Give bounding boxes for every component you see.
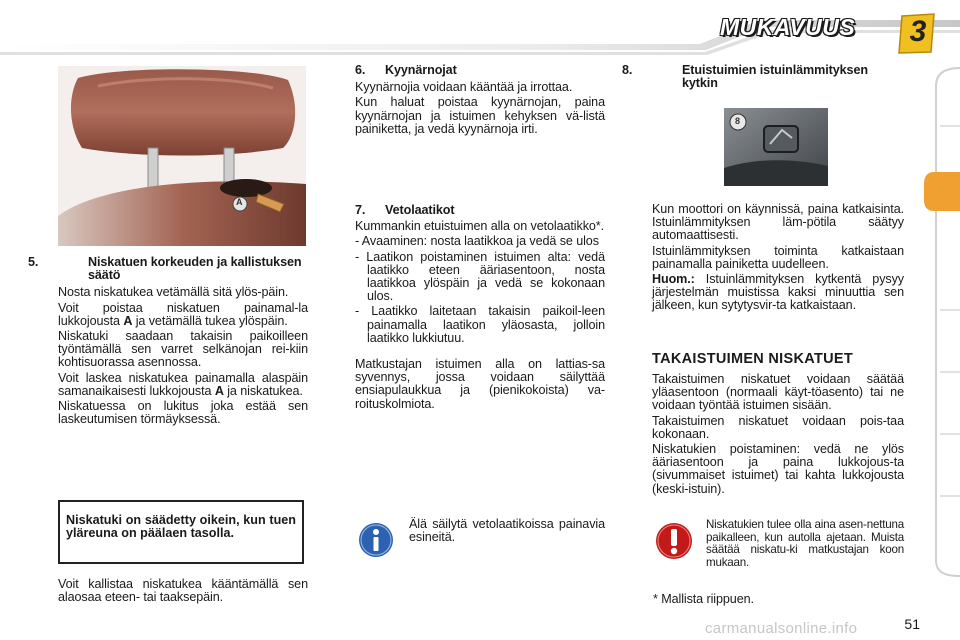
section-8-body bbox=[652, 203, 904, 315]
section-6-p1: Kyynärnojia voidaan kääntää ja irrottaa. bbox=[355, 80, 573, 95]
chapter-tabs-graphic bbox=[924, 60, 960, 580]
section-8-p3: Huom.: Istuinlämmityksen kytkentä pysyy järjestelmän muistissa kaksi minuuttia sen jälkeen, kun sytytysvir-ta katkaistaan. bbox=[652, 272, 904, 313]
section-7-heading: 7. Vetolaatikot bbox=[355, 203, 455, 217]
section-6-heading: 6. Kyynärnojat bbox=[355, 63, 457, 77]
headrest-photo bbox=[58, 66, 306, 246]
section-7-intro: Kummankin etuistuimen alla on vetolaatikko*. bbox=[355, 219, 605, 234]
info-note: Älä säilytä vetolaatikoissa painavia esineitä. bbox=[409, 517, 605, 545]
chapter-tabs bbox=[924, 60, 960, 580]
rear-headrests-body bbox=[652, 373, 904, 498]
section-8-heading: 8. Etuistuimien istuinlämmityksen kytkin bbox=[622, 63, 868, 91]
info-icon bbox=[358, 522, 394, 558]
rear-p1: Takaistuimen niskatuet voidaan säätää yläasentoon (normaali käyt-töasento) tai ne voidaan työntää istuimen sisään. bbox=[652, 372, 904, 413]
section-6 bbox=[355, 64, 605, 138]
section-5-p1: Nosta niskatukea vetämällä sitä ylös-päin. bbox=[58, 285, 289, 300]
section-5 bbox=[28, 255, 308, 428]
footnote: * Mallista riippuen. bbox=[653, 592, 754, 606]
section-7 bbox=[355, 204, 605, 413]
rear-p2: Takaistuimen niskatuet voidaan pois-taa kokonaan. bbox=[652, 413, 904, 441]
warning-icon-graphic bbox=[655, 522, 693, 560]
section-5-p5: Niskatuessa on lukitus joka estää sen laskeutumisen törmäyksessä. bbox=[58, 399, 308, 427]
section-7-last: Matkustajan istuimen alla on lattias-sa syvennys, jossa voidaan säilyttää ensiapulaukkua ja (pienikokoista) va-roituskolmiota. bbox=[355, 357, 605, 411]
rear-p3: Niskatukien poistaminen: vedä ne ylös ääriasentoon ja paina lukkojous-ta (sivummaiset istuimet) tai kahta lukkojousta (keski-istuin). bbox=[652, 442, 904, 496]
section-7-item-3: - Laatikko laitetaan takaisin paikoil-leen painamalla laatikon yläosasta, jolloin laatikko lukkiutuu. bbox=[355, 304, 605, 345]
section-5-p4: Voit laskea niskatukea painamalla alaspäin samanaikaisesti lukkojousta A ja niskatukea. bbox=[58, 370, 308, 398]
warning-icon bbox=[655, 522, 693, 560]
chapter-number: 3 bbox=[909, 15, 927, 48]
seat-heater-switch-photo bbox=[724, 108, 828, 186]
section-7-item-1: - Avaaminen: nosta laatikkoa ja vedä se ulos bbox=[355, 234, 599, 249]
section-8-p2: Istuinlämmityksen toiminta katkaistaan painamalla painiketta uudelleen. bbox=[652, 243, 904, 271]
info-icon-graphic bbox=[358, 522, 394, 558]
section-6-p2: Kun haluat poistaa kyynärnojan, paina kyynärnojan ja istuimen kehyksen vä-listä painiketta, ja vedä kyynärnoja irti. bbox=[355, 95, 605, 136]
headrest-boxed-note: Niskatuki on säädetty oikein, kun tuen yläreuna on päälaen tasolla. bbox=[58, 500, 304, 564]
label-8: 8 bbox=[735, 116, 741, 126]
section-7-item-2: - Laatikon poistaminen istuimen alta: vedä laatikko eteen ääriasentoon, nosta laatikkoa ylöspäin ja vedä se kokonaan ulos. bbox=[355, 249, 605, 304]
warning-note: Niskatukien tulee olla aina asen-nettuna paikalleen, kun autolla ajetaan. Muista säätää niskatu-ki matkustajan koon mukaan. bbox=[706, 518, 904, 569]
section-5-heading: 5. Niskatuen korkeuden ja kallistuksen säätö bbox=[28, 255, 302, 283]
section-5-p3: Niskatuki saadaan takaisin paikoilleen työntämällä sen varret selkänojan rei-kiin kohtisuorassa asennossa. bbox=[58, 329, 308, 370]
page-number: 51 bbox=[904, 616, 920, 632]
section-8 bbox=[622, 63, 904, 92]
label-a: A bbox=[236, 197, 243, 207]
rear-headrests-title: TAKAISTUIMEN NISKATUET bbox=[652, 351, 853, 367]
section-8-p1: Kun moottori on käynnissä, paina katkaisinta. Istuinlämmityksen läm-pötila säätyy automaattisesti. bbox=[652, 202, 904, 243]
headrest-tilt-text: Voit kallistaa niskatukea kääntämällä sen alaosaa eteen- tai taaksepäin. bbox=[58, 577, 308, 605]
chapter-title: MUKAVUUS bbox=[720, 14, 856, 40]
watermark: carmanualsonline.info bbox=[705, 620, 858, 637]
headrest-illustration bbox=[58, 66, 306, 246]
section-5-p2: Voit poistaa niskatuen painamal-la lukkojousta A ja vetämällä tukea ylöspäin. bbox=[58, 300, 308, 328]
